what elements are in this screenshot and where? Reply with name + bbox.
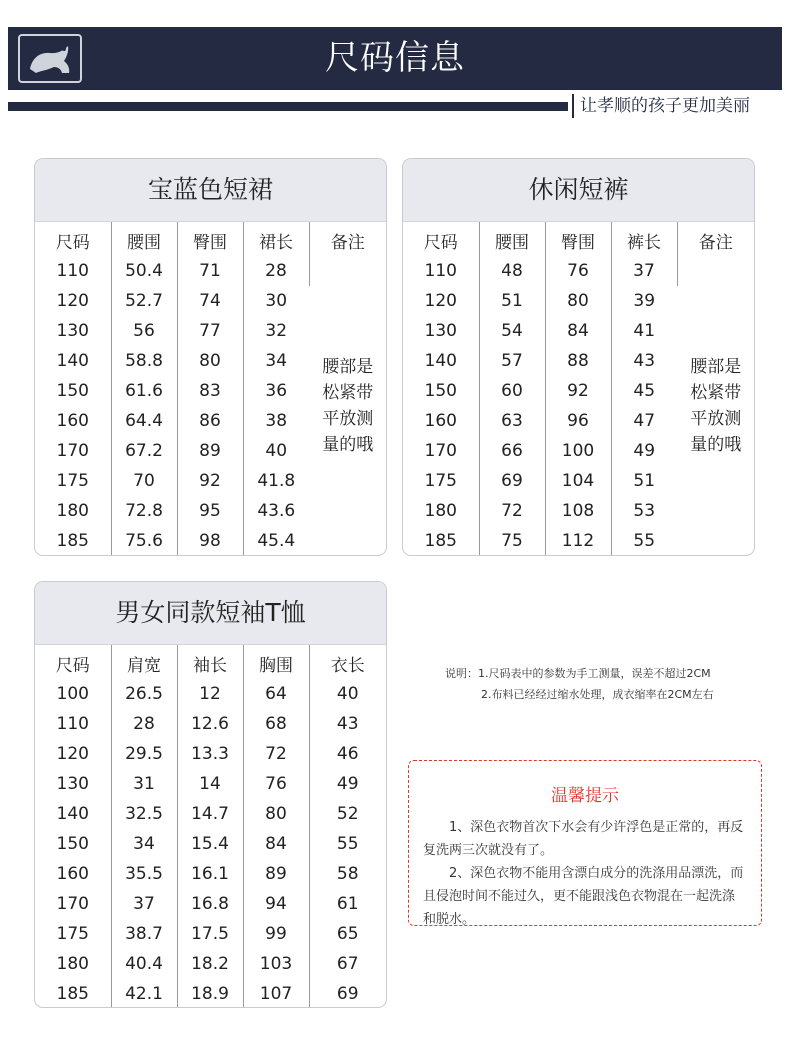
measurement-note [445, 663, 714, 705]
table-cell: 92 [545, 376, 611, 406]
remark-line: 松紧带 [322, 383, 374, 403]
note-line-1: 说明：1.尺码表中的参数为手工测量，误差不超过2CM [445, 667, 711, 680]
table-cell: 140 [35, 346, 111, 376]
table-cell: 170 [403, 436, 479, 466]
table-cell: 80 [545, 286, 611, 316]
table-cell: 37 [611, 256, 677, 286]
table-cell: 70 [111, 466, 177, 496]
tip-2: 2、深色衣物不能用含漂白成分的洗涤用品漂洗，而且侵泡时间不能过久，更不能跟浅色衣物混在一起洗涤和脱水。 [423, 866, 744, 927]
table-cell: 150 [35, 829, 111, 859]
table-cell: 35.5 [111, 859, 177, 889]
table-cell: 32 [265, 321, 288, 341]
page-title: 尺码信息 [325, 38, 465, 78]
table-header-row [35, 222, 386, 256]
table-cell: 56 [111, 316, 177, 346]
remark-line: 量的哦 [690, 435, 742, 455]
table-cell: 15.4 [177, 829, 243, 859]
table-cell: 175 [403, 466, 479, 496]
table-cell: 28 [243, 256, 309, 286]
column-header: 裤长 [611, 222, 677, 256]
table-cell: 52 [336, 804, 359, 824]
table-cell: 51 [479, 286, 545, 316]
table-cell: 120 [35, 286, 111, 316]
table-cell: 69 [336, 984, 359, 1004]
table-cell: 43.6 [257, 501, 296, 521]
tip-1: 1、深色衣物首次下水会有少许浮色是正常的，再反复洗两三次就没有了。 [423, 820, 744, 858]
table-cell: 67 [336, 954, 359, 974]
table-cell: 17.5 [177, 919, 243, 949]
table-cell: 72 [479, 496, 545, 526]
table-cell: 16.8 [177, 889, 243, 919]
table-row [35, 256, 386, 286]
column-header: 腰围 [479, 222, 545, 256]
tshirt-size-card [34, 581, 387, 1008]
shorts-size-card [402, 158, 755, 556]
column-header: 裙长 [243, 222, 309, 256]
column-header: 备注 [330, 232, 365, 253]
table-cell: 76 [243, 769, 309, 799]
table-cell: 99 [243, 919, 309, 949]
table-cell: 49 [336, 774, 359, 794]
table-cell: 16.1 [177, 859, 243, 889]
table-cell: 130 [403, 316, 479, 346]
table-cell: 50.4 [111, 256, 177, 286]
table-cell: 75.6 [111, 526, 177, 556]
table-cell: 185 [35, 979, 111, 1008]
table-cell: 110 [35, 256, 111, 286]
table-row [35, 829, 386, 859]
table-cell: 14.7 [177, 799, 243, 829]
table-cell: 103 [243, 949, 309, 979]
note-line-2: 2.布料已经经过缩水处理，成衣缩率在2CM左右 [481, 688, 714, 701]
table-cell: 40 [336, 684, 359, 704]
column-header: 胸围 [243, 645, 309, 679]
table-cell: 36 [265, 381, 288, 401]
table-cell: 45 [633, 381, 656, 401]
table-cell: 64.4 [111, 406, 177, 436]
skirt-card-title: 宝蓝色短裙 [35, 159, 386, 222]
table-cell: 140 [35, 799, 111, 829]
table-cell: 12.6 [177, 709, 243, 739]
table-cell: 180 [403, 496, 479, 526]
table-cell: 68 [243, 709, 309, 739]
column-header: 臀围 [545, 222, 611, 256]
table-row [35, 859, 386, 889]
table-cell: 83 [177, 376, 243, 406]
table-cell: 180 [35, 496, 111, 526]
table-row [35, 769, 386, 799]
table-cell: 63 [479, 406, 545, 436]
table-cell: 29.5 [111, 739, 177, 769]
table-cell: 77 [177, 316, 243, 346]
table-cell: 150 [35, 376, 111, 406]
column-header: 备注 [698, 232, 733, 253]
table-cell: 18.9 [177, 979, 243, 1008]
table-cell: 55 [633, 531, 656, 551]
slogan: 让孝顺的孩子更加美丽 [572, 94, 750, 118]
table-cell: 140 [403, 346, 479, 376]
table-cell: 110 [35, 709, 111, 739]
table-cell: 42.1 [111, 979, 177, 1008]
remark-line: 量的哦 [322, 435, 374, 455]
table-cell: 46 [336, 744, 359, 764]
remark-line: 平放测 [690, 409, 742, 429]
table-cell: 31 [111, 769, 177, 799]
remark-line: 腰部是 [322, 357, 374, 377]
table-cell: 32.5 [111, 799, 177, 829]
table-cell: 18.2 [177, 949, 243, 979]
table-cell: 71 [177, 256, 243, 286]
table-cell: 100 [35, 679, 111, 709]
table-cell: 75 [479, 526, 545, 556]
shorts-size-table [403, 222, 754, 556]
table-cell: 107 [243, 979, 309, 1008]
table-cell: 53 [633, 501, 656, 521]
table-row [403, 256, 754, 286]
table-cell: 49 [633, 441, 656, 461]
table-cell: 72 [243, 739, 309, 769]
table-cell: 120 [35, 739, 111, 769]
table-cell: 57 [479, 346, 545, 376]
table-cell: 65 [336, 924, 359, 944]
table-row [35, 949, 386, 979]
table-cell: 98 [177, 526, 243, 556]
table-cell: 41 [633, 321, 656, 341]
column-header: 肩宽 [111, 645, 177, 679]
table-cell: 34 [265, 351, 288, 371]
skirt-size-table [35, 222, 386, 556]
table-cell: 150 [403, 376, 479, 406]
table-cell: 39 [633, 291, 656, 311]
table-cell: 130 [35, 316, 111, 346]
table-cell: 64 [243, 679, 309, 709]
table-cell: 40 [265, 441, 288, 461]
table-cell: 47 [633, 411, 656, 431]
table-cell: 185 [35, 526, 111, 556]
table-cell: 100 [545, 436, 611, 466]
table-cell: 60 [479, 376, 545, 406]
table-row [35, 979, 386, 1008]
table-cell: 55 [336, 834, 359, 854]
tips-body [409, 806, 761, 931]
table-cell: 43 [633, 351, 656, 371]
table-header-row [403, 222, 754, 256]
tshirt-size-table [35, 645, 386, 1008]
table-header-row [35, 645, 386, 679]
table-cell: 12 [177, 679, 243, 709]
table-cell: 180 [35, 949, 111, 979]
column-header: 腰围 [111, 222, 177, 256]
table-cell: 175 [35, 919, 111, 949]
table-cell: 48 [479, 256, 545, 286]
table-cell: 175 [35, 466, 111, 496]
table-cell: 43 [336, 714, 359, 734]
table-cell: 160 [35, 859, 111, 889]
table-row [35, 889, 386, 919]
table-cell: 61.6 [111, 376, 177, 406]
table-cell: 160 [35, 406, 111, 436]
tips-title: 温馨提示 [551, 786, 619, 806]
table-cell: 72.8 [111, 496, 177, 526]
header-divider [8, 102, 568, 111]
remark-line: 松紧带 [690, 383, 742, 403]
table-cell: 95 [177, 496, 243, 526]
header-banner [8, 27, 782, 90]
table-cell: 30 [265, 291, 288, 311]
table-cell: 170 [35, 436, 111, 466]
table-cell: 74 [177, 286, 243, 316]
table-cell: 108 [545, 496, 611, 526]
table-cell: 67.2 [111, 436, 177, 466]
table-row [35, 709, 386, 739]
table-row [35, 739, 386, 769]
table-row [35, 679, 386, 709]
table-cell: 89 [177, 436, 243, 466]
table-cell: 45.4 [257, 531, 296, 551]
table-cell: 88 [545, 346, 611, 376]
table-cell: 28 [111, 709, 177, 739]
table-cell: 84 [545, 316, 611, 346]
table-cell: 52.7 [111, 286, 177, 316]
column-header: 臀围 [177, 222, 243, 256]
table-cell: 40.4 [111, 949, 177, 979]
table-cell: 58.8 [111, 346, 177, 376]
table-row [35, 919, 386, 949]
column-header: 尺码 [35, 645, 111, 679]
shorts-card-title: 休闲短裤 [403, 159, 754, 222]
remark-line: 腰部是 [690, 357, 742, 377]
table-cell: 86 [177, 406, 243, 436]
column-header: 袖长 [177, 645, 243, 679]
table-cell: 13.3 [177, 739, 243, 769]
remark-cell [677, 256, 754, 556]
table-cell: 104 [545, 466, 611, 496]
table-cell: 80 [177, 346, 243, 376]
column-header: 衣长 [330, 655, 365, 676]
table-cell: 51 [633, 471, 656, 491]
column-header: 尺码 [35, 222, 111, 256]
table-cell: 38 [265, 411, 288, 431]
skirt-size-card [34, 158, 387, 556]
remark-cell [309, 256, 386, 556]
table-cell: 110 [403, 256, 479, 286]
care-tips-box [408, 760, 762, 926]
table-cell: 14 [177, 769, 243, 799]
table-cell: 96 [545, 406, 611, 436]
table-cell: 170 [35, 889, 111, 919]
table-cell: 61 [336, 894, 359, 914]
table-cell: 26.5 [111, 679, 177, 709]
table-cell: 92 [177, 466, 243, 496]
table-cell: 58 [336, 864, 359, 884]
table-cell: 69 [479, 466, 545, 496]
tshirt-card-title: 男女同款短袖T恤 [35, 582, 386, 645]
table-cell: 38.7 [111, 919, 177, 949]
table-cell: 160 [403, 406, 479, 436]
table-cell: 76 [545, 256, 611, 286]
table-cell: 66 [479, 436, 545, 466]
table-cell: 112 [545, 526, 611, 556]
table-cell: 185 [403, 526, 479, 556]
remark-line: 平放测 [322, 409, 374, 429]
table-cell: 34 [111, 829, 177, 859]
table-cell: 94 [243, 889, 309, 919]
table-row [35, 799, 386, 829]
table-cell: 120 [403, 286, 479, 316]
table-cell: 37 [111, 889, 177, 919]
table-cell: 80 [243, 799, 309, 829]
table-cell: 41.8 [257, 471, 296, 491]
table-cell: 89 [243, 859, 309, 889]
table-cell: 84 [243, 829, 309, 859]
column-header: 尺码 [403, 222, 479, 256]
table-cell: 54 [479, 316, 545, 346]
table-cell: 130 [35, 769, 111, 799]
